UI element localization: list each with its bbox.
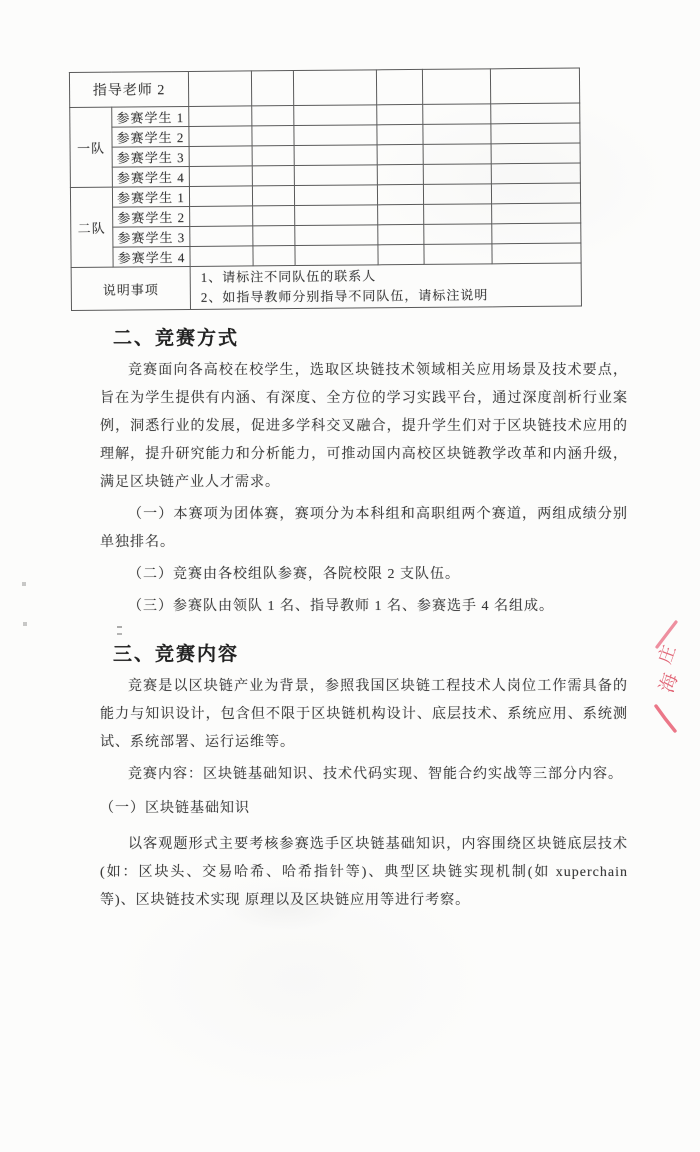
empty-cell — [377, 144, 423, 164]
seal-character-1: 庄 — [654, 642, 680, 667]
scan-speck — [22, 582, 26, 586]
empty-cell — [189, 186, 252, 207]
empty-cell — [423, 144, 491, 165]
empty-cell — [491, 183, 580, 204]
section2-paragraph-3: （二）竞赛由各校组队参赛，各院校限 2 支队伍。 — [128, 567, 460, 582]
section2-heading: 二、竞赛方式 — [113, 328, 240, 349]
red-seal-fragment-icon — [638, 606, 700, 751]
supervisor2-label-cell: 指导老师 2 — [69, 71, 188, 107]
empty-cell — [253, 206, 295, 226]
team2-label-cell: 二队 — [70, 187, 113, 267]
empty-cell — [294, 125, 377, 146]
empty-cell — [491, 103, 580, 124]
empty-cell — [376, 69, 422, 104]
table-row-notes — [71, 263, 581, 310]
empty-cell — [423, 104, 491, 125]
empty-cell — [252, 126, 294, 146]
empty-cell — [491, 143, 580, 164]
empty-cell — [188, 71, 251, 107]
section3-paragraph-1: 竞赛是以区块链产业为背景，参照我国区块链工程技术人岗位工作需具备的能力与知识设计，包含但不限于区块链机构设计、底层技术、系统应用、系统测试、系统部署、运行运维等。 — [100, 679, 628, 750]
empty-cell — [423, 164, 491, 185]
student-label-cell: 参赛学生 1 — [112, 106, 189, 127]
empty-cell — [423, 124, 491, 145]
section2-paragraph-1: 竞赛面向各高校在校学生，选取区块链技术领域相关应用场景及技术要点，旨在为学生提供有内涵、有深度、全方位的学习实践平台，通过深度剖析行业案例，洞悉行业的发展，促进多学科交叉融合，提升学生们对于区块链技术应用的理解，提升研究能力和分析能力，可推动国内高校区块链教学改革和内涵升级，满足区块链产业人才需求。 — [100, 363, 628, 490]
empty-cell — [294, 165, 377, 186]
empty-cell — [492, 223, 581, 244]
empty-cell — [490, 68, 579, 104]
empty-cell — [294, 185, 377, 206]
notes-content-cell — [190, 263, 581, 309]
empty-cell — [252, 106, 294, 126]
note-line-1: 1、请标注不同队伍的联系人 — [200, 268, 377, 285]
student-label-cell: 参赛学生 4 — [112, 166, 189, 187]
empty-cell — [189, 106, 252, 127]
empty-cell — [293, 70, 376, 106]
empty-cell — [377, 124, 423, 144]
empty-cell — [190, 246, 253, 267]
student-label-cell: 参赛学生 2 — [113, 206, 190, 227]
scan-speck — [23, 622, 27, 626]
document-body — [100, 305, 628, 915]
section2-paragraph-4: （三）参赛队由领队 1 名、指导教师 1 名、参赛选手 4 名组成。 — [128, 599, 554, 614]
empty-cell — [492, 203, 581, 224]
empty-cell — [295, 225, 378, 246]
empty-cell — [424, 224, 492, 245]
student-label-cell: 参赛学生 1 — [112, 186, 189, 207]
team1-label-cell: 一队 — [70, 107, 113, 187]
empty-cell — [424, 204, 492, 225]
scan-speck — [117, 626, 122, 628]
empty-cell — [378, 204, 424, 224]
empty-cell — [422, 69, 490, 105]
section3-heading: 三、竞赛内容 — [113, 644, 240, 665]
section3-subsection-heading: （一）区块链基础知识 — [100, 801, 250, 816]
student-label-cell: 参赛学生 2 — [112, 126, 189, 147]
empty-cell — [189, 146, 252, 167]
empty-cell — [294, 105, 377, 126]
empty-cell — [251, 71, 293, 106]
empty-cell — [377, 164, 423, 184]
seal-arc-stroke-bottom — [656, 706, 675, 731]
table-row-supervisor2 — [69, 68, 579, 107]
empty-cell — [378, 244, 424, 264]
empty-cell — [491, 123, 580, 144]
notes-label-cell: 说明事项 — [71, 266, 190, 310]
seal-character-2: 海 — [656, 670, 683, 696]
student-label-cell: 参赛学生 3 — [113, 226, 190, 247]
empty-cell — [491, 163, 580, 184]
note-line-2: 2、如指导教师分别指导不同队伍，请标注说明 — [200, 287, 489, 305]
empty-cell — [377, 184, 423, 204]
empty-cell — [492, 243, 581, 264]
empty-cell — [295, 205, 378, 226]
student-label-cell: 参赛学生 3 — [112, 146, 189, 167]
empty-cell — [252, 166, 294, 186]
empty-cell — [423, 184, 491, 205]
empty-cell — [189, 126, 252, 147]
empty-cell — [252, 186, 294, 206]
empty-cell — [190, 206, 253, 227]
section2-paragraph-2: （一）本赛项为团体赛，赛项分为本科组和高职组两个赛道，两组成绩分别单独排名。 — [100, 507, 628, 550]
empty-cell — [253, 246, 295, 266]
empty-cell — [378, 224, 424, 244]
registration-table — [69, 68, 582, 311]
section3-subsection-paragraph-1: 以客观题形式主要考核参赛选手区块链基础知识，内容围绕区块链底层技术(如：区块头、交易哈希、哈希指针等)、典型区块链实现机制(如 xuperchain 等)、区块链技术实现 原理以及区块链应用等进行考察。 — [100, 837, 628, 908]
empty-cell — [294, 145, 377, 166]
student-label-cell: 参赛学生 4 — [113, 246, 190, 267]
empty-cell — [252, 146, 294, 166]
empty-cell — [190, 226, 253, 247]
empty-cell — [377, 104, 423, 124]
empty-cell — [253, 226, 295, 246]
empty-cell — [424, 244, 492, 265]
scan-speck — [117, 633, 122, 635]
section3-paragraph-2: 竞赛内容：区块链基础知识、技术代码实现、智能合约实战等三部分内容。 — [128, 767, 623, 782]
empty-cell — [189, 166, 252, 187]
empty-cell — [295, 245, 378, 266]
